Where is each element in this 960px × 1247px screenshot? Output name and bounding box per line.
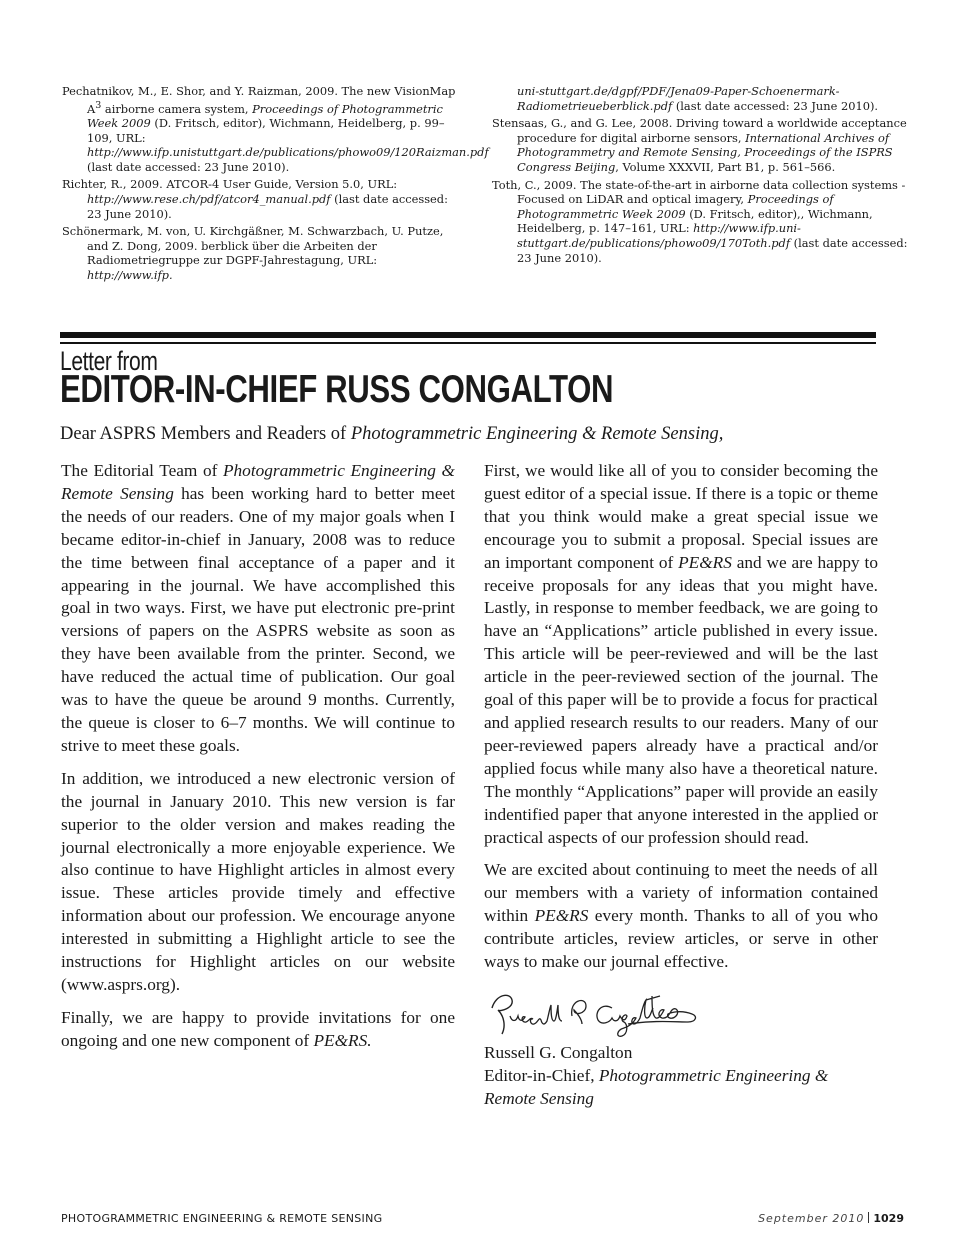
letter-column-left xyxy=(61,460,455,1063)
references-left xyxy=(62,84,489,286)
paragraph: Finally, we are happy to provide invitations for one ongoing and one new component of PE&RS. xyxy=(61,1007,455,1050)
reference-item: Toth, C., 2009. The state-of-the-art in airborne data collection systems - Focused on LiDAR and optical imagery, Proceedings of Photogrammetric Week 2009 (D. Fritsch, editor),, Wichmann, Heidelberg, p. 147–161, URL: http://www.ifp.uni-stuttgart.de/publications/phowo09/170Toth.pdf (last date accessed: 23 June 2010). xyxy=(492,177,908,265)
reference-url[interactable]: http://www.ifp.uni-stuttgart.de/publications/phowo09/170Toth.pdf xyxy=(517,221,801,250)
reference-item: uni-stuttgart.de/dgpf/PDF/Jena09-Paper-Schoenermark-Radiometrieueberblick.pdf (last date accessed: 23 June 2010). xyxy=(517,84,879,113)
letter-from-label: Letter from xyxy=(60,346,158,376)
section-rule-thin xyxy=(60,342,876,344)
references-right xyxy=(492,84,910,268)
reference-item: Stensaas, G., and G. Lee, 2008. Driving toward a worldwide acceptance procedure for digital airborne sensors, International Archives of Photogrammetry and Remote Sensing, Proceedings of the ISPRS Congress Beijing, Volume XXXVII, Part B1, p. 561–566. xyxy=(492,116,907,174)
page-number: 1029 xyxy=(873,1212,904,1225)
footer-journal-name: PHOTOGRAMMETRIC ENGINEERING & REMOTE SENSING xyxy=(61,1212,383,1225)
reference-url[interactable]: uni-stuttgart.de/dgpf/PDF/Jena09-Paper-Schoenermark-Radiometrieueberblick.pdf xyxy=(517,84,840,113)
paragraph: First, we would like all of you to consider becoming the guest editor of a special issue. If there is a topic or theme that you think would make a great special issue we encourage you to submit a proposal. Special issues are an important component of PE&RS and we are happy to receive proposals for any ideas that you might have. Lastly, in response to member feedback, we are going to have an “Applications” article published in every issue. This article will be peer-reviewed and will be the last article in the peer-reviewed section of the journal. The goal of this paper will be to provide a focus for practical and applied research results to our readers. Many of our peer-reviewed papers already have a practical and/or applied focus while many also have a theoretical nature. The monthly “Applications” paper will provide an easily indentified paper that anyone interested in the applied or practical aspects of our profession should read. xyxy=(484,461,878,847)
reference-item: Schönermark, M. von, U. Kirchgäßner, M. Schwarzbach, U. Putze, and Z. Dong, 2009. berblick über die Arbeiten der Radiometriegruppe zur DGPF-Jahrestagung, URL: http://www.ifp. xyxy=(62,224,444,282)
paragraph: The Editorial Team of Photogrammetric Engineering & Remote Sensing has been working hard to better meet the needs of our readers. One of my major goals when I became editor-in-chief in January, 2008 was to reduce the time between final acceptance of a paper and it appearing in the journal. We have accomplished this goal in two ways. First, we have put electronic pre-print versions of papers on the ASPRS website as soon as they have been available from the printer. Second, we have reduced the actual time of publication. Our goal was to have the queue be around 9 months. Currently, the queue is closer to 6–7 months. We will continue to strive to meet these goals. xyxy=(61,461,455,755)
salutation: Dear ASPRS Members and Readers of Photogrammetric Engineering & Remote Sensing, xyxy=(60,424,724,444)
reference-url[interactable]: http://www.rese.ch/pdf/atcor4_manual.pdf xyxy=(87,191,331,206)
signoff-role: Editor-in-Chief, Photogrammetric Engineering & Remote Sensing xyxy=(484,1065,829,1108)
reference-url[interactable]: http://www.ifp.unistuttgart.de/publications/phowo09/120Raizman.pdf xyxy=(87,145,489,160)
handwritten-signature xyxy=(486,986,716,1038)
paragraph: In addition, we introduced a new electronic version of the journal in January 2010. This new version is far superior to the older version and makes reading the journal electronically a more enjoyable experience. We also continue to have Highlight articles in almost every issue. These articles provide timely and effective information about our profession. We encourage anyone interested in submitting a Highlight article to see the instructions for Highlight articles on our website (www.asprs.org). xyxy=(61,768,455,994)
section-rule-thick xyxy=(60,332,876,338)
paragraph: We are excited about continuing to meet the needs of all our members with a variety of information contained within PE&RS every month. Thanks to all of you who contribute articles, review articles, or serve in other ways to make our journal effective. xyxy=(484,860,878,972)
reference-url[interactable]: http://www.ifp. xyxy=(87,267,173,282)
signoff-name: Russell G. Congalton xyxy=(484,1042,633,1062)
reference-item: Pechatnikov, M., E. Shor, and Y. Raizman, 2009. The new VisionMap $A^3$ airborne camera system, Proceedings of Photogrammetric Week 2009 (D. Fritsch, editor), Wichmann, Heidelberg, p. 99–109, URL: http://www.ifp.unistuttgart.de/publications/phowo09/120Raizman.pdf (last date accessed: 23 June 2010). xyxy=(62,84,489,174)
letter-column-right xyxy=(484,460,878,1111)
signoff-block xyxy=(484,1042,878,1111)
footer-separator xyxy=(868,1212,869,1223)
footer-date: September 2010 xyxy=(758,1212,865,1225)
reference-item: Richter, R., 2009. ATCOR-4 User Guide, Version 5.0, URL: http://www.rese.ch/pdf/atcor4_manual.pdf (last date accessed: 23 June 2010). xyxy=(62,177,448,221)
footer-page-info xyxy=(758,1212,904,1225)
page-title: EDITOR-IN-CHIEF RUSS CONGALTON xyxy=(60,368,614,411)
